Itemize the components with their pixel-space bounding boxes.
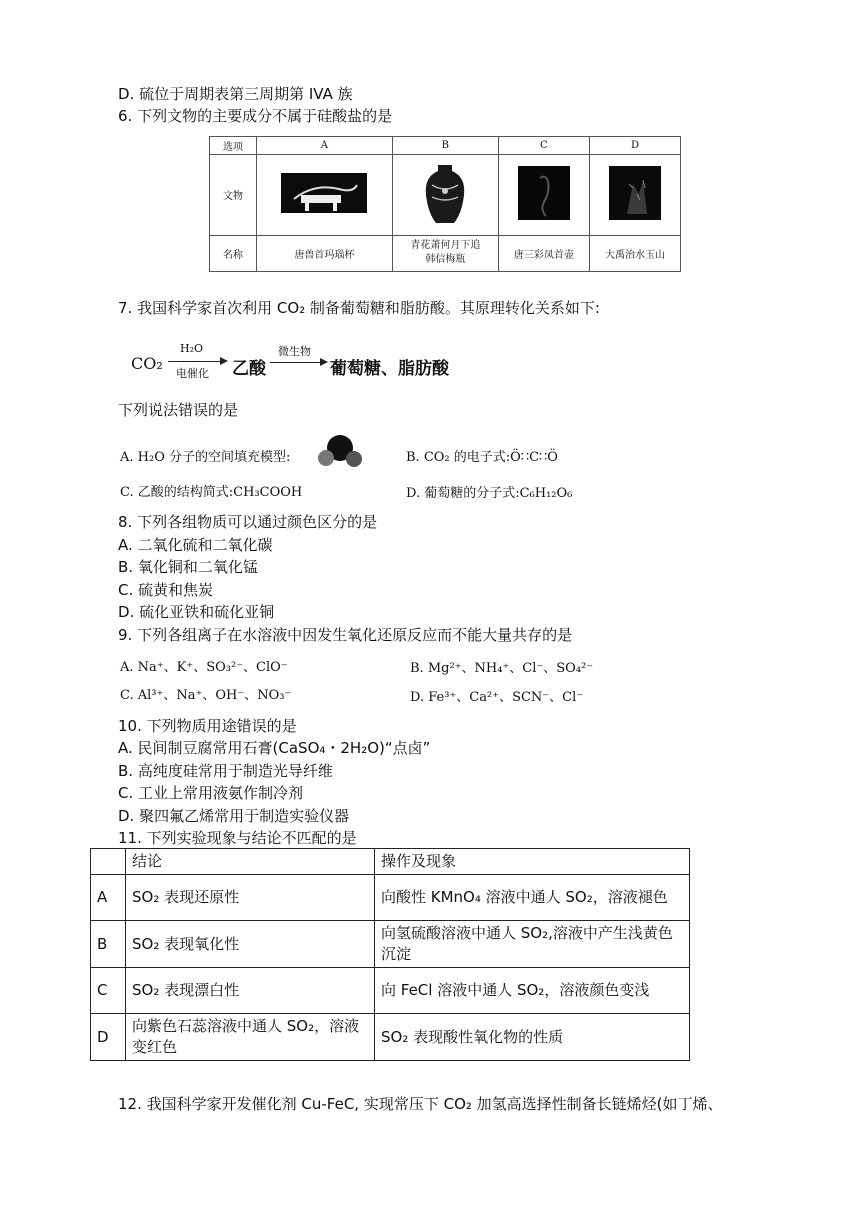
table-header	[91, 849, 126, 875]
option-label: B	[392, 137, 498, 155]
table-header: 操作及现象	[375, 849, 690, 875]
q7-option-b: B. CO₂ 的电子式:Ö∷C∷Ö	[406, 450, 558, 465]
question-6: 6. 下列文物的主要成分不属于硅酸盐的是	[118, 107, 393, 125]
agate-cup-image	[279, 169, 369, 217]
row-operation: 向氢硫酸溶液中通人 SO₂,溶液中产生浅黄色沉淀	[375, 921, 690, 968]
table-row	[91, 921, 690, 968]
table-header-label: 选项	[210, 137, 257, 155]
question-11: 11. 下列实验现象与结论不匹配的是	[118, 829, 357, 847]
q8-option-d: D. 硫化亚铁和硫化亚铜	[118, 603, 275, 621]
scheme-co2: CO₂	[131, 354, 163, 373]
jade-mountain-image	[607, 164, 663, 222]
option-label: D	[589, 137, 680, 155]
question-9: 9. 下列各组离子在水溶液中因发生氧化还原反应而不能大量共存的是	[118, 626, 573, 644]
q7-option-c: C. 乙酸的结构简式:CH₃COOH	[120, 485, 303, 500]
row-option: B	[91, 921, 126, 968]
phoenix-ewer-image	[516, 164, 572, 222]
table-header: 结论	[126, 849, 375, 875]
scheme-microbe: 微生物	[278, 345, 311, 358]
question-7: 7. 我国科学家首次利用 CO₂ 制备葡萄糖和脂肪酸。其原理转化关系如下:	[118, 299, 600, 317]
row-operation: 向酸性 KMnO₄ 溶液中通人 SO₂，溶液褪色	[375, 875, 690, 921]
artifact-name: 大禹治水玉山	[589, 235, 680, 271]
artifact-name: 唐兽首玛瑙杯	[257, 235, 393, 271]
text-line: D. 硫位于周期表第三周期第 IVA 族	[118, 85, 353, 103]
row-label: 名称	[210, 235, 257, 271]
q9-option-a: A. Na⁺、K⁺、SO₃²⁻、ClO⁻	[120, 660, 288, 675]
q8-option-a: A. 二氧化硫和二氧化碳	[118, 536, 273, 554]
scheme-acetic-acid: 乙酸	[232, 359, 266, 379]
q9-option-b: B. Mg²⁺、NH₄⁺、Cl⁻、SO₄²⁻	[410, 661, 594, 676]
row-operation: SO₂ 表现酸性氧化物的性质	[375, 1014, 690, 1061]
scheme-h2o: H₂O	[180, 342, 204, 355]
row-option: C	[91, 968, 126, 1014]
q10-option-d: D. 聚四氟乙烯常用于制造实验仪器	[118, 807, 350, 825]
q10-option-a: A. 民间制豆腐常用石膏(CaSO₄・2H₂O)“点卤”	[118, 739, 431, 757]
question-8: 8. 下列各组物质可以通过颜色区分的是	[118, 513, 378, 531]
q10-option-b: B. 高纯度硅常用于制造光导纤维	[118, 762, 333, 780]
scheme-electrocatalysis: 电催化	[176, 367, 209, 380]
question-12: 12. 我国科学家开发催化剂 Cu-FeC, 实现常压下 CO₂ 加氢高选择性制备长链烯烃(如丁烯、	[118, 1095, 723, 1113]
option-label: C	[498, 137, 589, 155]
row-option: D	[91, 1014, 126, 1061]
artifact-name	[392, 235, 498, 271]
q9-option-d: D. Fe³⁺、Ca²⁺、SCN⁻、Cl⁻	[410, 690, 584, 705]
prompt-text: 下列说法错误的是	[118, 401, 239, 419]
water-molecule-model	[314, 434, 364, 470]
option-label: A	[257, 137, 393, 155]
q8-option-c: C. 硫黄和焦炭	[118, 581, 214, 599]
vase-image	[420, 161, 470, 225]
row-conclusion: SO₂ 表现漂白性	[126, 968, 375, 1014]
row-operation: 向 FeCl 溶液中通人 SO₂，溶液颜色变浅	[375, 968, 690, 1014]
reaction-arrow	[270, 362, 326, 363]
row-option: A	[91, 875, 126, 921]
q7-option-d: D. 葡萄糖的分子式:C₆H₁₂O₆	[406, 486, 573, 501]
reaction-arrow	[168, 361, 226, 362]
artifact-name: 唐三彩凤首壶	[498, 235, 589, 271]
q7-option-a: A. H₂O 分子的空间填充模型:	[120, 450, 291, 465]
artifact-image	[257, 155, 393, 236]
table-row	[91, 1014, 690, 1061]
row-label: 文物	[210, 155, 257, 236]
experiment-table	[90, 848, 690, 1061]
question-10: 10. 下列物质用途错误的是	[118, 717, 297, 735]
row-conclusion: SO₂ 表现还原性	[126, 875, 375, 921]
row-conclusion: 向紫色石蕊溶液中通人 SO₂，溶液变红色	[126, 1014, 375, 1061]
q10-option-c: C. 工业上常用液氨作制冷剂	[118, 784, 304, 802]
scheme-product: 葡萄糖、脂肪酸	[330, 359, 449, 379]
artifact-image	[392, 155, 498, 236]
row-conclusion: SO₂ 表现氧化性	[126, 921, 375, 968]
artifact-image	[498, 155, 589, 236]
q9-option-c: C. Al³⁺、Na⁺、OH⁻、NO₃⁻	[120, 688, 292, 703]
q8-option-b: B. 氧化铜和二氧化锰	[118, 558, 258, 576]
artifact-image	[589, 155, 680, 236]
table-row	[91, 875, 690, 921]
artifact-table	[209, 136, 681, 272]
artifact-name-text: 青花萧何月下追韩信梅瓶	[410, 240, 481, 266]
table-row	[91, 968, 690, 1014]
